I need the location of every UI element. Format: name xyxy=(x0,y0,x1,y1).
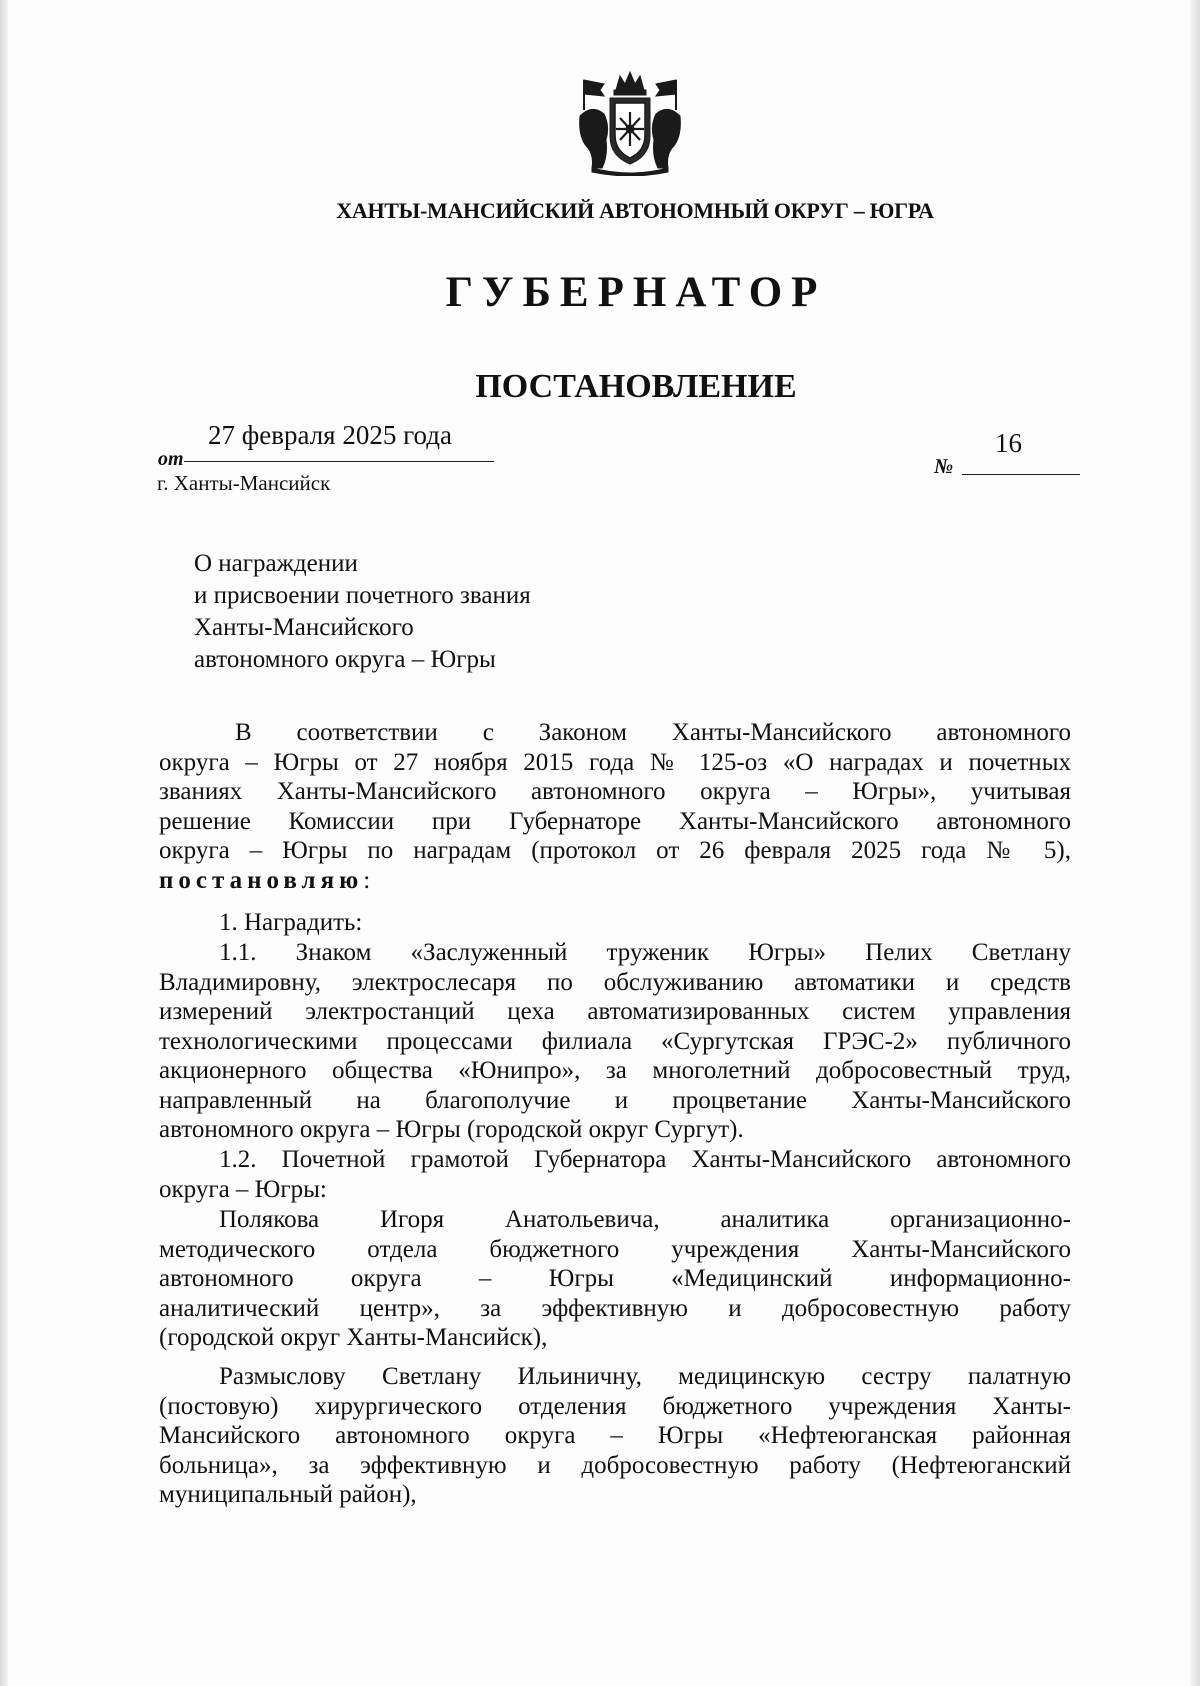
resolve-line xyxy=(159,866,1071,896)
resolve-colon: : xyxy=(363,866,371,894)
person-1-paragraph xyxy=(159,1205,1071,1353)
person-2-line: Мансийского автономного округа – Югры «Нефтеюганская районная xyxy=(159,1422,1071,1449)
governor-title: ГУБЕРНАТОР xyxy=(445,269,827,316)
number-underline xyxy=(962,474,1080,475)
person-2-line: Размыслову Светлану Ильиничну, медицинскую сестру палатную xyxy=(219,1363,1071,1390)
item-1-1-line: технологическими процессами филиала «Сургутская ГРЭС-2» публичного xyxy=(159,1027,1071,1055)
item-1-1-line: направленный на благополучие и процветание Ханты-Мансийского xyxy=(159,1086,1071,1114)
region-title: ХАНТЫ-МАНСИЙСКИЙ АВТОНОМНЫЙ ОКРУГ – ЮГРА xyxy=(336,198,934,223)
item-1-heading xyxy=(159,908,1071,938)
scan-edge-right xyxy=(1190,0,1200,1686)
item-heading-text: 1. Наградить: xyxy=(219,909,363,936)
coat-of-arms-emblem xyxy=(570,68,690,176)
preamble-paragraph xyxy=(159,718,1071,895)
document-type-title: ПОСТАНОВЛЕНИЕ xyxy=(475,368,797,405)
person-2-line: муниципальный район), xyxy=(159,1481,417,1508)
person-1-line: методического отдела бюджетного учреждения Ханты-Мансийского xyxy=(159,1235,1071,1263)
date-underline xyxy=(184,461,494,462)
subject-line: автономного округа – Югры xyxy=(194,646,496,673)
subject-line: и присвоении почетного звания xyxy=(194,582,531,609)
item-1-2-paragraph xyxy=(159,1145,1071,1204)
resolve-word: постановляю xyxy=(159,866,364,894)
number-label: № xyxy=(934,454,954,478)
date-prefix-label: от xyxy=(158,448,184,470)
item-1-1-line: измерений электростанций цеха автоматизированных систем управления xyxy=(159,998,1071,1025)
subject-line: О награждении xyxy=(194,550,358,577)
item-1-1-line: автономного округа – Югры (городской округ Сургут). xyxy=(159,1116,744,1143)
preamble-line: решение Комиссии при Губернаторе Ханты-Мансийского автономного xyxy=(159,807,1071,835)
document-date: 27 февраля 2025 года xyxy=(208,420,452,450)
item-1-2-line: округа – Югры: xyxy=(159,1175,327,1203)
item-1-1-line: акционерного общества «Юнипро», за многолетний добросовестный труд, xyxy=(159,1057,1071,1084)
preamble-line: званиях Ханты-Мансийского автономного округа – Югры», учитывая xyxy=(159,778,1071,805)
person-2-line: (постовую) хирургического отделения бюджетного учреждения Ханты- xyxy=(159,1392,1071,1420)
subject-block xyxy=(194,548,531,676)
preamble-line: округа – Югры по наградам (протокол от 26 февраля 2025 года № 5), xyxy=(159,837,1071,864)
person-1-line: (городской округ Ханты-Мансийск), xyxy=(159,1324,548,1351)
person-2-line: больница», за эффективную и добросовестную работу (Нефтеюганский xyxy=(159,1451,1071,1479)
preamble-line: В соответствии с Законом Ханты-Мансийского автономного xyxy=(235,719,1071,746)
item-1-1-line: Владимировну, электрослесаря по обслуживанию автоматики и средств xyxy=(159,968,1071,996)
document-number: 16 xyxy=(995,428,1022,458)
person-1-line: Полякова Игоря Анатольевича, аналитика организационно- xyxy=(219,1206,1071,1233)
scan-edge-left xyxy=(0,0,8,1686)
person-1-line: аналитический центр», за эффективную и добросовестную работу xyxy=(159,1294,1071,1322)
city-label: г. Ханты-Мансийск xyxy=(157,471,331,495)
person-1-line: автономного округа – Югры «Медицинский информационно- xyxy=(159,1265,1071,1292)
item-1-2-line: 1.2. Почетной грамотой Губернатора Ханты-Мансийского автономного xyxy=(219,1146,1071,1173)
subject-line: Ханты-Мансийского xyxy=(194,614,414,641)
item-1-1-line: 1.1. Знаком «Заслуженный труженик Югры» Пелих Светлану xyxy=(219,939,1071,966)
person-2-paragraph xyxy=(159,1362,1071,1510)
preamble-line: округа – Югры от 27 ноября 2015 года № 125-оз «О наградах и почетных xyxy=(159,748,1071,776)
item-1-1-paragraph xyxy=(159,938,1071,1145)
